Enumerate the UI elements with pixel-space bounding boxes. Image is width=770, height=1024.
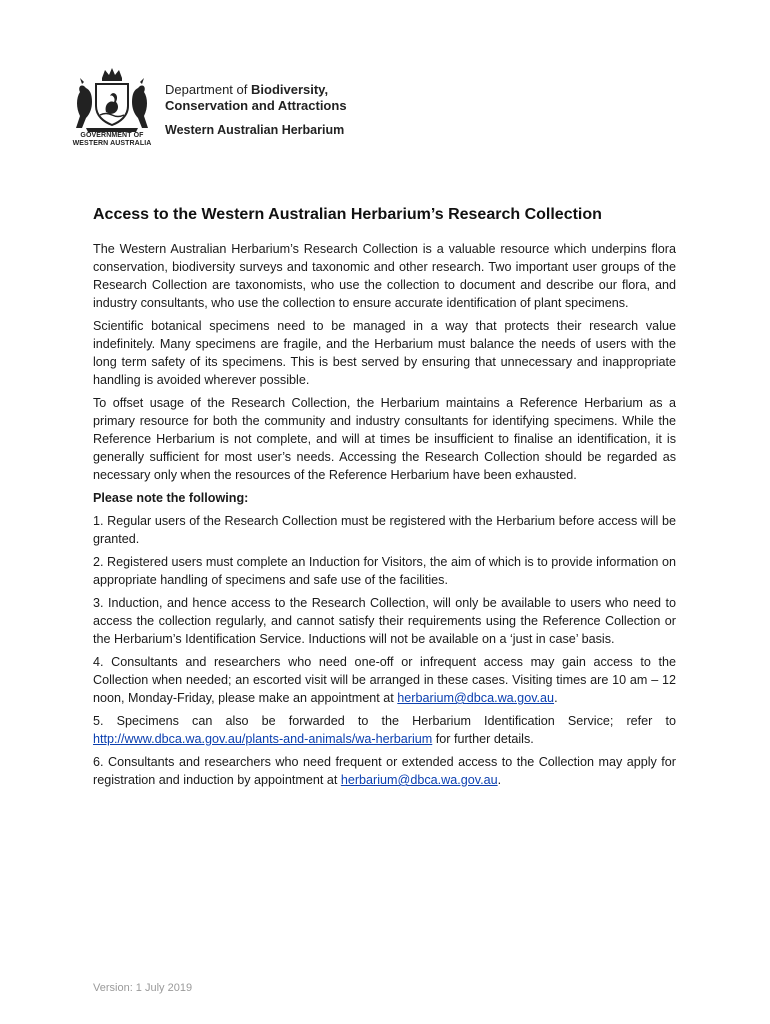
list-item-6-text: 6. Consultants and researchers who need frequent or extended access to the Collection may apply for registration and induction by appointment at bbox=[93, 755, 676, 787]
department-name bbox=[165, 82, 347, 138]
email-link-1[interactable]: herbarium@dbca.wa.gov.au bbox=[397, 691, 555, 705]
document-body bbox=[93, 200, 676, 794]
list-item-4-end: . bbox=[554, 691, 558, 705]
list-item-1: 1. Regular users of the Research Collection must be registered with the Herbarium before access will be granted. bbox=[93, 514, 676, 546]
dept-bold-1: Biodiversity, bbox=[251, 82, 329, 97]
dept-prefix: Department of bbox=[165, 82, 251, 97]
intro-paragraph: The Western Australian Herbarium’s Research Collection is a valuable resource which underpins flora conservation, biodiversity surveys and taxonomic and other research. Two important user groups of the Research Collection are taxonomists, who use the collection to document and describe our flora, and industry consultants, who use the collection to ensure accurate identification of plant specimens. bbox=[93, 242, 676, 310]
list-item-5-text: 5. Specimens can also be forwarded to the Herbarium Identification Service; refer to bbox=[93, 714, 676, 728]
government-label bbox=[64, 132, 160, 148]
dept-line-1 bbox=[165, 82, 347, 98]
gov-line-1: GOVERNMENT OF bbox=[80, 132, 144, 139]
website-link[interactable]: http://www.dbca.wa.gov.au/plants-and-animals/wa-herbarium bbox=[93, 732, 433, 746]
list-item-2: 2. Registered users must complete an Induction for Visitors, the aim of which is to provide information on appropriate handling of specimens and safe use of the facilities. bbox=[93, 555, 676, 587]
letterhead bbox=[64, 68, 464, 158]
version-footer: Version: 1 July 2019 bbox=[93, 982, 193, 994]
reference-herbarium-paragraph: To offset usage of the Research Collection, the Herbarium maintains a Reference Herbarium as a primary resource for both the community and industry consultants for identifying specimens. While the Reference Herbarium is not complete, and will at times be insufficient to finalise an identification, it is generally sufficient for most user’s needs. Accessing the Research Collection should be regarded as necessary only when the resources of the Reference Herbarium have been exhausted. bbox=[93, 396, 676, 482]
list-item-6-end: . bbox=[497, 773, 502, 787]
list-item-6 bbox=[93, 753, 676, 789]
list-item-4 bbox=[93, 653, 676, 707]
management-paragraph: Scientific botanical specimens need to be managed in a way that protects their research value indefinitely. Many specimens are fragile, and the Herbarium must balance the needs of users with the long term safety of its specimens. This is best served by ensuring that unnecessary and inappropriate handling is avoided wherever possible. bbox=[93, 319, 676, 387]
note-heading: Please note the following: bbox=[93, 491, 249, 505]
gov-line-2: WESTERN AUSTRALIA bbox=[72, 140, 152, 147]
list-item-3: 3. Induction, and hence access to the Research Collection, will only be available to users who need to access the collection regularly, and cannot satisfy their requirements using the Reference Collection or the Herbarium’s Identification Service. Inductions will not be available on a ‘just in case’ basis. bbox=[93, 596, 676, 646]
list-item-4-text: 4. Consultants and researchers who need one-off or infrequent access may gain access to the Collection when needed; an escorted visit will be arranged in these cases. Visiting times are 10 am – 12 noon, Monday-Friday, please make an appointment at bbox=[93, 655, 676, 705]
email-link-2[interactable]: herbarium@dbca.wa.gov.au bbox=[340, 773, 498, 787]
herbarium-name: Western Australian Herbarium bbox=[165, 123, 345, 137]
list-item-5-end: for further details. bbox=[432, 732, 534, 746]
wa-coat-of-arms-icon bbox=[64, 68, 160, 134]
list-item-5 bbox=[93, 712, 676, 748]
dept-line-2 bbox=[165, 98, 347, 114]
document-title: Access to the Western Australian Herbarium’s Research Collection bbox=[93, 206, 602, 223]
dept-bold-2: Conservation and Attractions bbox=[165, 98, 347, 113]
